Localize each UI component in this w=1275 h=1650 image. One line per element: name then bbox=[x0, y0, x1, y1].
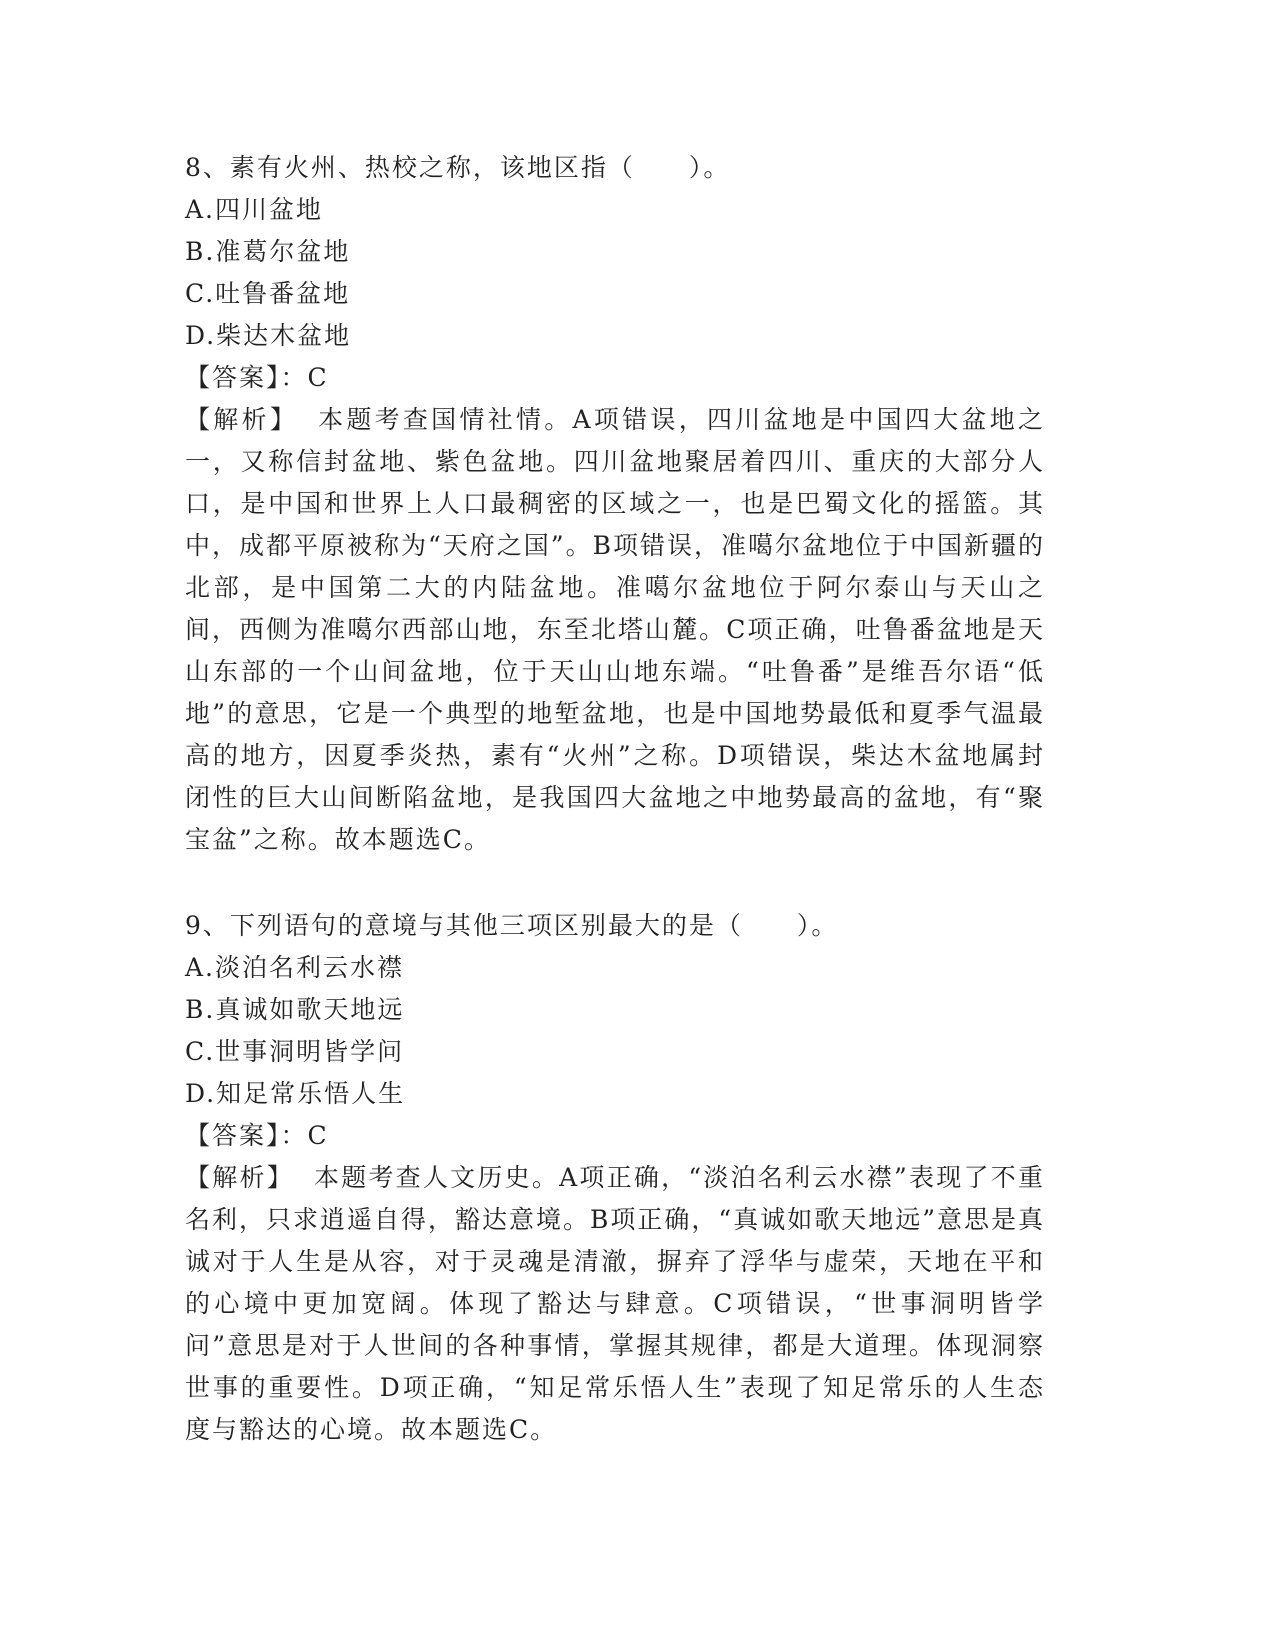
answer-line: 【答案】：C bbox=[185, 1121, 329, 1150]
option-c: C.世事洞明皆学问 bbox=[185, 1037, 405, 1066]
question-8 bbox=[185, 147, 1085, 861]
question-9 bbox=[185, 905, 1085, 1451]
option-d: D.知足常乐悟人生 bbox=[185, 1079, 406, 1108]
question-stem: 9、下列语句的意境与其他三项区别最大的是（ ）。 bbox=[185, 911, 839, 940]
option-c: C.吐鲁番盆地 bbox=[185, 279, 351, 308]
answer-line: 【答案】：C bbox=[185, 363, 329, 392]
analysis-paragraph bbox=[185, 1157, 1045, 1451]
analysis-label: 【解析】 bbox=[185, 405, 299, 434]
option-a: A.淡泊名利云水襟 bbox=[185, 953, 405, 982]
option-a: A.四川盆地 bbox=[185, 195, 324, 224]
analysis-text: 本题考查国情社情。A项错误，四川盆地是中国四大盆地之一，又称信封盆地、紫色盆地。四川盆地聚居着四川、重庆的大部分人口，是中国和世界上人口最稠密的区域之一，也是巴蜀文化的摇篮。其中，成都平原被称为“天府之国”。B项错误，准噶尔盆地位于中国新疆的北部，是中国第二大的内陆盆地。准噶尔盆地位于阿尔泰山与天山之间，西侧为准噶尔西部山地，东至北塔山麓。C项正确，吐鲁番盆地是天山东部的一个山间盆地，位于天山山地东端。“吐鲁番”是维吾尔语“低地”的意思，它是一个典型的地堑盆地，也是中国地势最低和夏季气温最高的地方，因夏季炎热，素有“火州”之称。D项错误，柴达木盆地属封闭性的巨大山间断陷盆地，是我国四大盆地之中地势最高的盆地，有“聚宝盆”之称。故本题选C。 bbox=[185, 405, 1045, 854]
analysis-label: 【解析】 bbox=[185, 1163, 294, 1192]
option-b: B.真诚如歌天地远 bbox=[185, 995, 405, 1024]
option-b: B.准葛尔盆地 bbox=[185, 237, 351, 266]
analysis-text: 本题考查人文历史。A项正确，“淡泊名利云水襟”表现了不重名利，只求逍遥自得，豁达意境。B项正确，“真诚如歌天地远”意思是真诚对于人生是从容，对于灵魂是清澈，摒弃了浮华与虚荣，天地在平和的心境中更加宽阔。体现了豁达与肆意。C项错误，“世事洞明皆学问”意思是对于人世间的各种事情，掌握其规律，都是大道理。体现洞察世事的重要性。D项正确，“知足常乐悟人生”表现了知足常乐的人生态度与豁达的心境。故本题选C。 bbox=[185, 1163, 1045, 1444]
question-stem: 8、素有火州、热校之称，该地区指（ ）。 bbox=[185, 153, 731, 182]
analysis-paragraph bbox=[185, 399, 1045, 861]
option-d: D.柴达木盆地 bbox=[185, 321, 352, 350]
